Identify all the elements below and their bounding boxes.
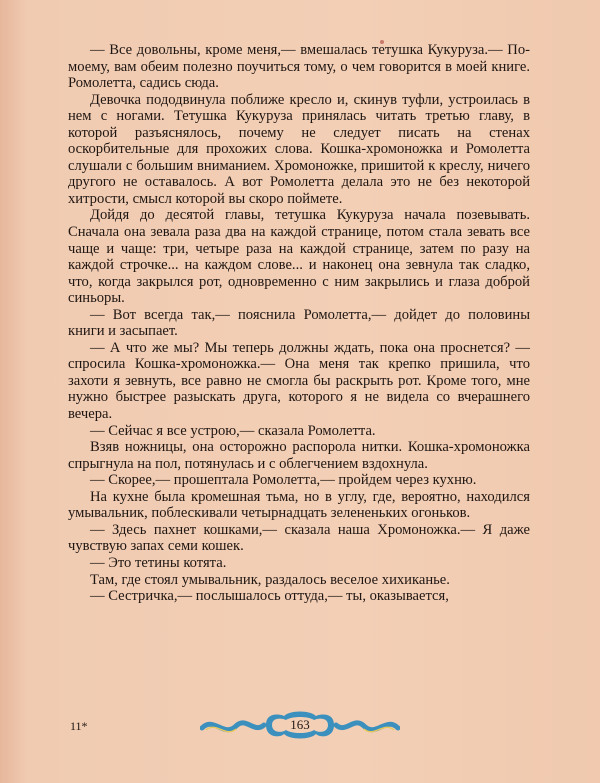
paragraph-6: — Сейчас я все устрою,— сказала Ромолетта. <box>90 422 376 439</box>
page-number-ornament <box>200 708 400 742</box>
paragraph-3: Дойдя до десятой главы, тетушка Кукуруза начала позевывать. Сначала она зевала раза два на каждой странице, потом стала зевать все чаще и чаще: три, четыре раза на каждой странице, затем по разу на каждой строчке... на каждом слове... и наконец она зевнула так сладко, что, когда закрылся рот, одновременно с ним закрылись и глаза доброй синьоры. <box>68 207 530 307</box>
paragraph-10: — Здесь пахнет кошками,— сказала наша Хромоножка.— Я даже чувствую запах семи кошек. <box>68 521 530 555</box>
paragraph-4: — Вот всегда так,— пояснила Ромолетта,— дойдет до половины книги и засыпает. <box>68 306 530 340</box>
page-number: 163 <box>290 717 310 732</box>
paragraph-1: — Все довольны, кроме меня,— вмешалась тетушка Кукуруза.— По-моему, вам обеим полезно поучиться тому, о чем говорится в моей книге. Ромолетта, садись сюда. <box>68 42 530 92</box>
paragraph-9: На кухне была кромешная тьма, но в углу, где, вероятно, находился умывальник, поблескивали четырнадцать зелененьких огоньков. <box>68 488 530 522</box>
paragraph-5: — А что же мы? Мы теперь должны ждать, пока она проснется? — спросила Кошка-хромоножка.— Она меня так крепко пришила, что захоти я зевнуть, все равно не смогла бы раскрыть рот. Кроме того, мне нужно быстрее разыскать друга, которого я не видела со вчерашнего вечера. <box>68 339 530 423</box>
paragraph-8: — Скорее,— прошептала Ромолетта,— пройдем через кухню. <box>90 472 477 489</box>
printer-signature: 11* <box>70 719 88 733</box>
body-text <box>68 42 530 605</box>
paragraph-11: — Это тетины котята. <box>90 554 227 571</box>
paragraph-13: — Сестричка,— послышалось оттуда,— ты, оказывается, <box>90 588 449 605</box>
paragraph-2: Девочка пододвинула поближе кресло и, скинув туфли, устроилась в нем с ногами. Тетушка Кукуруза принялась читать третью главу, в которой разъяснялось, почему не следует писать на стенах оскорбительные для прохожих слова. Кошка-хромоножка и Ромолетта слушали с большим вниманием. Хромоножке, пришитой к креслу, ничего другого не оставалось. А вот Ромолетта делала это не без некоторой хитрости, смысл которой вы скоро поймете. <box>68 91 530 207</box>
paragraph-7: Взяв ножницы, она осторожно распорола нитки. Кошка-хромоножка спрыгнула на пол, потянулась и с облегчением вздохнула. <box>68 439 530 472</box>
paragraph-12: Там, где стоял умывальник, раздалось веселое хихиканье. <box>90 571 450 588</box>
